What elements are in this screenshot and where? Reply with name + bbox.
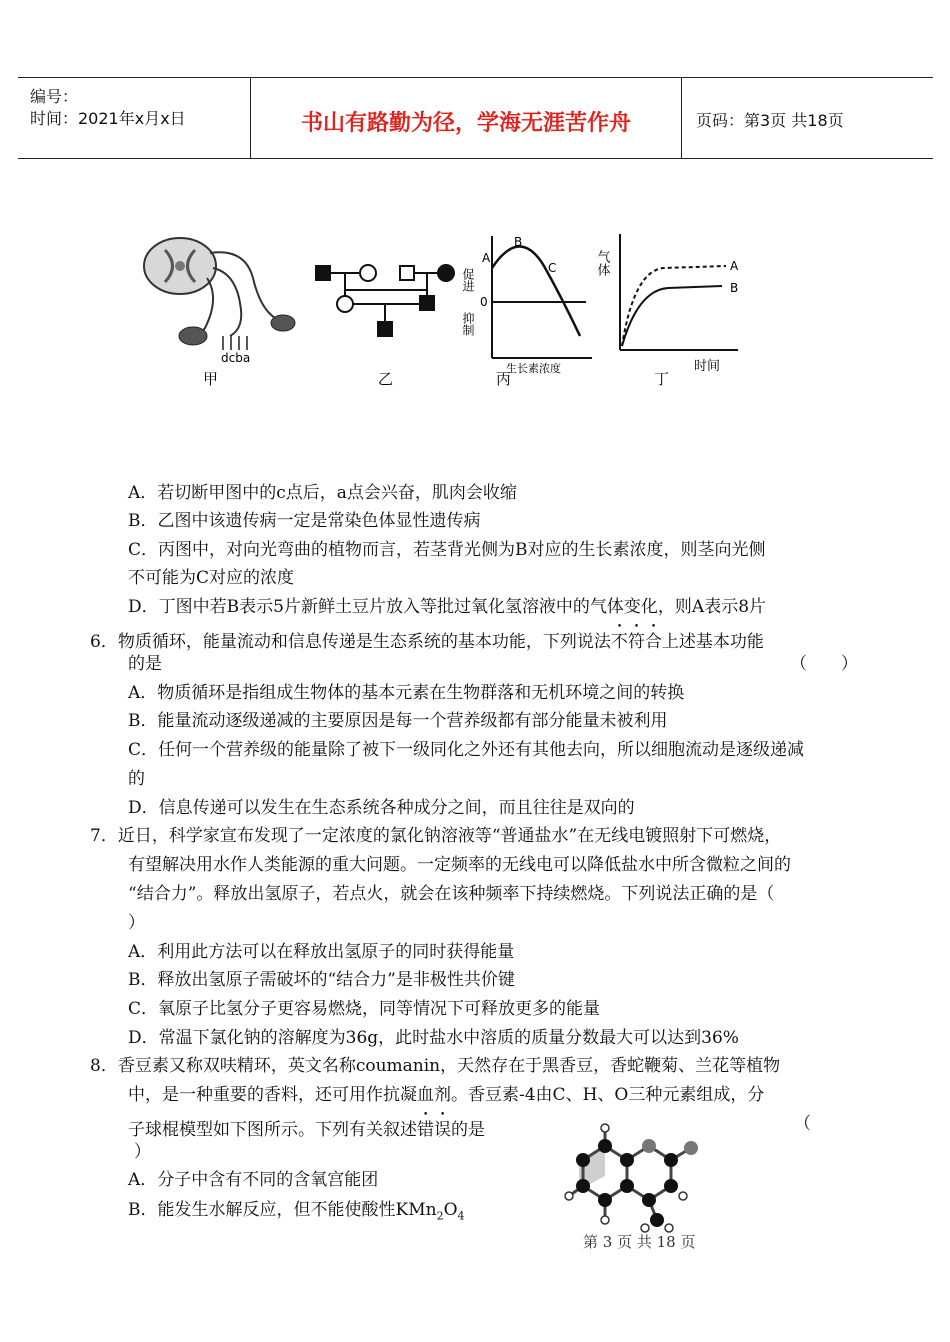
ding-x-label: 时间 [694,359,721,374]
ding-curve-a [622,266,726,346]
q5-option-c-line2: 不可能为C对应的浓度 [128,568,295,588]
ding-series-b: B [730,281,739,295]
q6-stem-part1: 6．物质循环，能量流动和信息传递是生态系统的基本功能，下列说法 [90,632,611,652]
bing-y-zero: 0 [480,295,488,309]
q8-stem-line3 [128,1110,485,1144]
bing-y-top: 促进 [461,268,475,292]
ding-curve-b [622,286,722,346]
figure-jia [135,228,305,393]
bing-point-a: A [482,251,491,265]
motto: 书山有路勤为径，学海无涯苦作舟 [300,111,631,136]
jia-letters: dcba [221,351,251,365]
q6-option-d: D．信息传递可以发生在生态系统各种成分之间，而且往往是双向的 [128,798,635,818]
q6-option-b: B．能量流动逐级递减的主要原因是每一个营养级都有部分能量未被利用 [128,711,668,731]
q8-stem-line1: 8．香豆素又称双呋精环，英文名称coumanin，天然存在于黑香豆，香蛇鞭菊、兰花等植物 [90,1056,781,1076]
q6-stem-part3: 上述基本功能 [661,632,764,652]
q7-stem-line2: 有望解决用水作人类能源的重大问题。一定频率的无线电可以降低盐水中所含微粒之间的 [128,855,791,875]
q6-stem-line2: 的是 [128,654,162,674]
bing-point-c: C [548,261,557,275]
header-info-cell [18,78,251,158]
q8-stem-part1: 子球棍模型如下图所示。下列有关叙述 [128,1120,417,1140]
bing-curve [492,246,580,336]
q8-option-b [128,1196,465,1230]
ding-y-label: 气体 [594,250,610,276]
q8-paren-open: （ [794,1114,811,1134]
ding-label: 丁 [654,370,670,388]
q6-stem-line1 [90,622,764,656]
q7-stem-line3: “结合力”。释放出氢原子，若点火，就会在该种频率下持续燃烧。下列说法正确的是（ [128,884,775,904]
q7-option-b: B．释放出氢原子需破坏的“结合力”是非极性共价键 [128,970,515,990]
bing-y-bottom: 抑制 [461,312,475,336]
q7-option-c: C．氧原子比氢分子更容易燃烧，同等情况下可释放更多的能量 [128,999,601,1019]
jia-label: 甲 [203,370,219,388]
q8-paren-close: ） [134,1142,151,1162]
q8-option-b-sub2: 4 [457,1209,465,1223]
bing-x-label: 生长素浓度 [506,362,561,375]
page-info: 页码：第3页 共18页 [696,111,844,130]
q6-answer-paren: （ ） [790,654,858,674]
bing-label: 丙 [496,370,512,388]
q7-stem-line4: ） [128,913,145,933]
q6-option-c-line2: 的 [128,769,145,789]
number-label: 编号： [30,87,79,106]
pedigree-chart [316,265,454,336]
q7-option-a: A．利用此方法可以在释放出氢原子的同时获得能量 [128,942,515,962]
q8-option-a: A．分子中含有不同的含氧宫能团 [128,1170,379,1190]
yi-label: 乙 [378,370,394,388]
q8-emphasis: 错误 [417,1120,451,1140]
q8-stem-part3: 的是 [451,1120,485,1140]
q5-option-c-line1: C．丙图中，对向光弯曲的植物而言，若茎背光侧为B对应的生长素浓度，则茎向光侧 [128,540,766,560]
q7-stem-line1: 7．近日，科学家宣布发现了一定浓度的氯化钠溶液等“普通盐水”在无线电镀照射下可燃烧， [90,826,782,846]
figure-bing [462,228,602,393]
q5-option-b: B．乙图中该遗传病一定是常染色体显性遗传病 [128,511,481,531]
coumarin-molecule-model [565,1120,715,1235]
q5-option-d: D．丁图中若B表示5片新鲜土豆片放入等批过氧化氢溶液中的气体变化，则A表示8片 [128,597,767,617]
q6-option-a: A．物质循环是指组成生物体的基本元素在生物群落和无机环境之间的转换 [128,683,685,703]
q8-stem-line2: 中，是一种重要的香料，还可用作抗凝血剂。香豆素-4由C、H、O三种元素组成，分 [128,1085,765,1105]
q8-option-b-mid: O [443,1200,458,1220]
q6-emphasis: 不符合 [610,632,662,652]
q7-option-d: D．常温下氯化钠的溶解度为36g，此时盐水中溶质的质量分数最大可以达到36% [128,1028,739,1048]
probe-markers [223,336,247,350]
footer-fragment: 第 3 页 共 18 页 [583,1233,696,1251]
figure-ding [594,228,748,393]
oxygen-atoms [642,1139,698,1155]
page-header [18,77,933,159]
ding-series-a: A [730,259,739,273]
bing-point-b: B [514,235,523,249]
spinal-cord-section [144,238,216,294]
header-page-cell [682,78,932,158]
q5-option-a: A．若切断甲图中的c点后，a点会兴奋，肌肉会收缩 [128,483,517,503]
figure-yi [310,228,460,393]
q8-option-b-sub1: 2 [436,1209,444,1223]
time-label: 时间：2021年x月x日 [30,109,186,128]
bing-axes [492,236,592,358]
header-motto-cell [251,78,682,158]
q8-option-b-text: B．能发生水解反应，但不能使酸性KMn [128,1200,437,1220]
q6-option-c-line1: C．任何一个营养级的能量除了被下一级同化之外还有其他去向，所以细胞流动是逐级递减 [128,740,805,760]
